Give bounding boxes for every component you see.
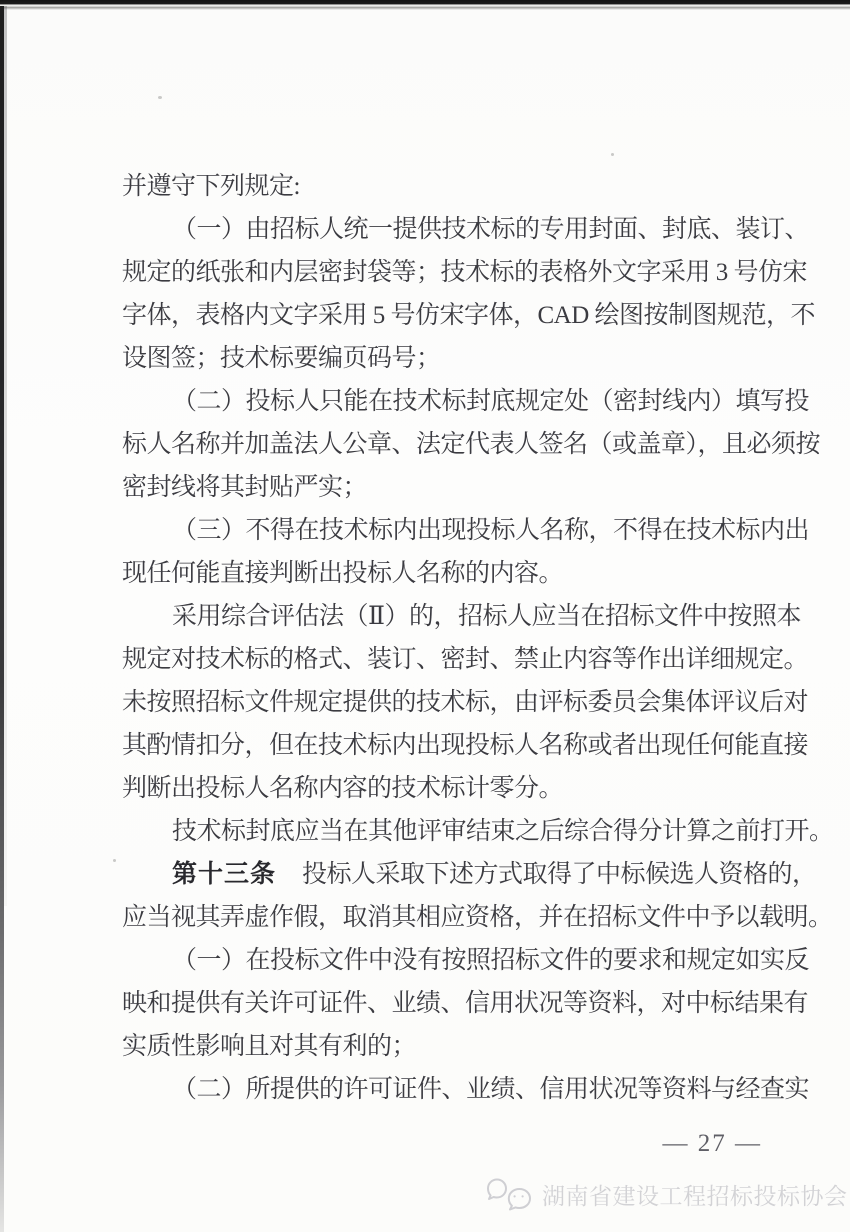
text-line-10: 现任何能直接判断出投标人名称的内容。 xyxy=(122,560,564,587)
text-line-01: 并遵守下列规定: xyxy=(122,173,300,200)
text-line-21: 实质性影响且对其有利的； xyxy=(122,1033,417,1060)
scan-left-edge-soft xyxy=(4,6,7,906)
text-line-08: 密封线将其封贴严实； xyxy=(122,474,368,501)
text-line-13: 未按照招标文件规定提供的技术标，由评标委员会集体评议后对 xyxy=(122,689,809,716)
text-line-12: 规定对技术标的格式、装订、密封、禁止内容等作出详细规定。 xyxy=(122,646,809,673)
text-line-15: 判断出投标人名称内容的技术标计零分。 xyxy=(122,775,564,802)
footer-watermark xyxy=(486,1176,848,1212)
text-line-19: （一）在投标文件中没有按照招标文件的要求和规定如实反 xyxy=(172,947,810,974)
document-body xyxy=(122,165,834,1111)
scan-top-edge xyxy=(0,0,850,10)
scan-speck xyxy=(158,96,162,99)
text-line-07: 标人名称并加盖法人公章、法定代表人签名（或盖章），且必须按 xyxy=(122,431,821,458)
text-line-11: 采用综合评估法（Ⅱ）的，招标人应当在招标文件中按照本 xyxy=(172,603,801,630)
text-line-18: 应当视其弄虚作假，取消其相应资格，并在招标文件中予以载明。 xyxy=(122,904,833,931)
scan-speck xyxy=(113,859,116,862)
wechat-icon xyxy=(486,1176,532,1212)
text-line-06: （二）投标人只能在技术标封底规定处（密封线内）填写投 xyxy=(172,388,810,415)
text-line-05: 设图签；技术标要编页码号； xyxy=(122,345,441,372)
text-line-17 xyxy=(122,853,817,896)
text-line-09: （三）不得在技术标内出现投标人名称，不得在技术标内出 xyxy=(172,517,810,544)
scan-speck xyxy=(611,153,614,156)
text-line-20: 映和提供有关许可证件、业绩、信用状况等资料，对中标结果有 xyxy=(122,990,809,1017)
text-line-04: 字体，表格内文字采用 5 号仿宋字体，CAD 绘图按制图规范，不 xyxy=(122,302,816,329)
association-name: 湖南省建设工程招标投标协会 xyxy=(542,1183,848,1209)
article-13-heading: 第十三条 xyxy=(172,861,277,888)
article-13-text: 投标人采取下述方式取得了中标候选人资格的， xyxy=(302,861,817,888)
text-line-22: （二）所提供的许可证件、业绩、信用状况等资料与经查实 xyxy=(172,1076,810,1103)
text-line-14: 其酌情扣分，但在技术标内出现投标人名称或者出现任何能直接 xyxy=(122,732,809,759)
page-number: — 27 — xyxy=(662,1130,762,1157)
text-line-03: 规定的纸张和内层密封袋等；技术标的表格外文字采用 3 号仿宋 xyxy=(122,259,808,286)
text-line-16: 技术标封底应当在其他评审结束之后综合得分计算之前打开。 xyxy=(172,818,834,845)
text-line-02: （一）由招标人统一提供技术标的专用封面、封底、装订、 xyxy=(172,216,810,243)
